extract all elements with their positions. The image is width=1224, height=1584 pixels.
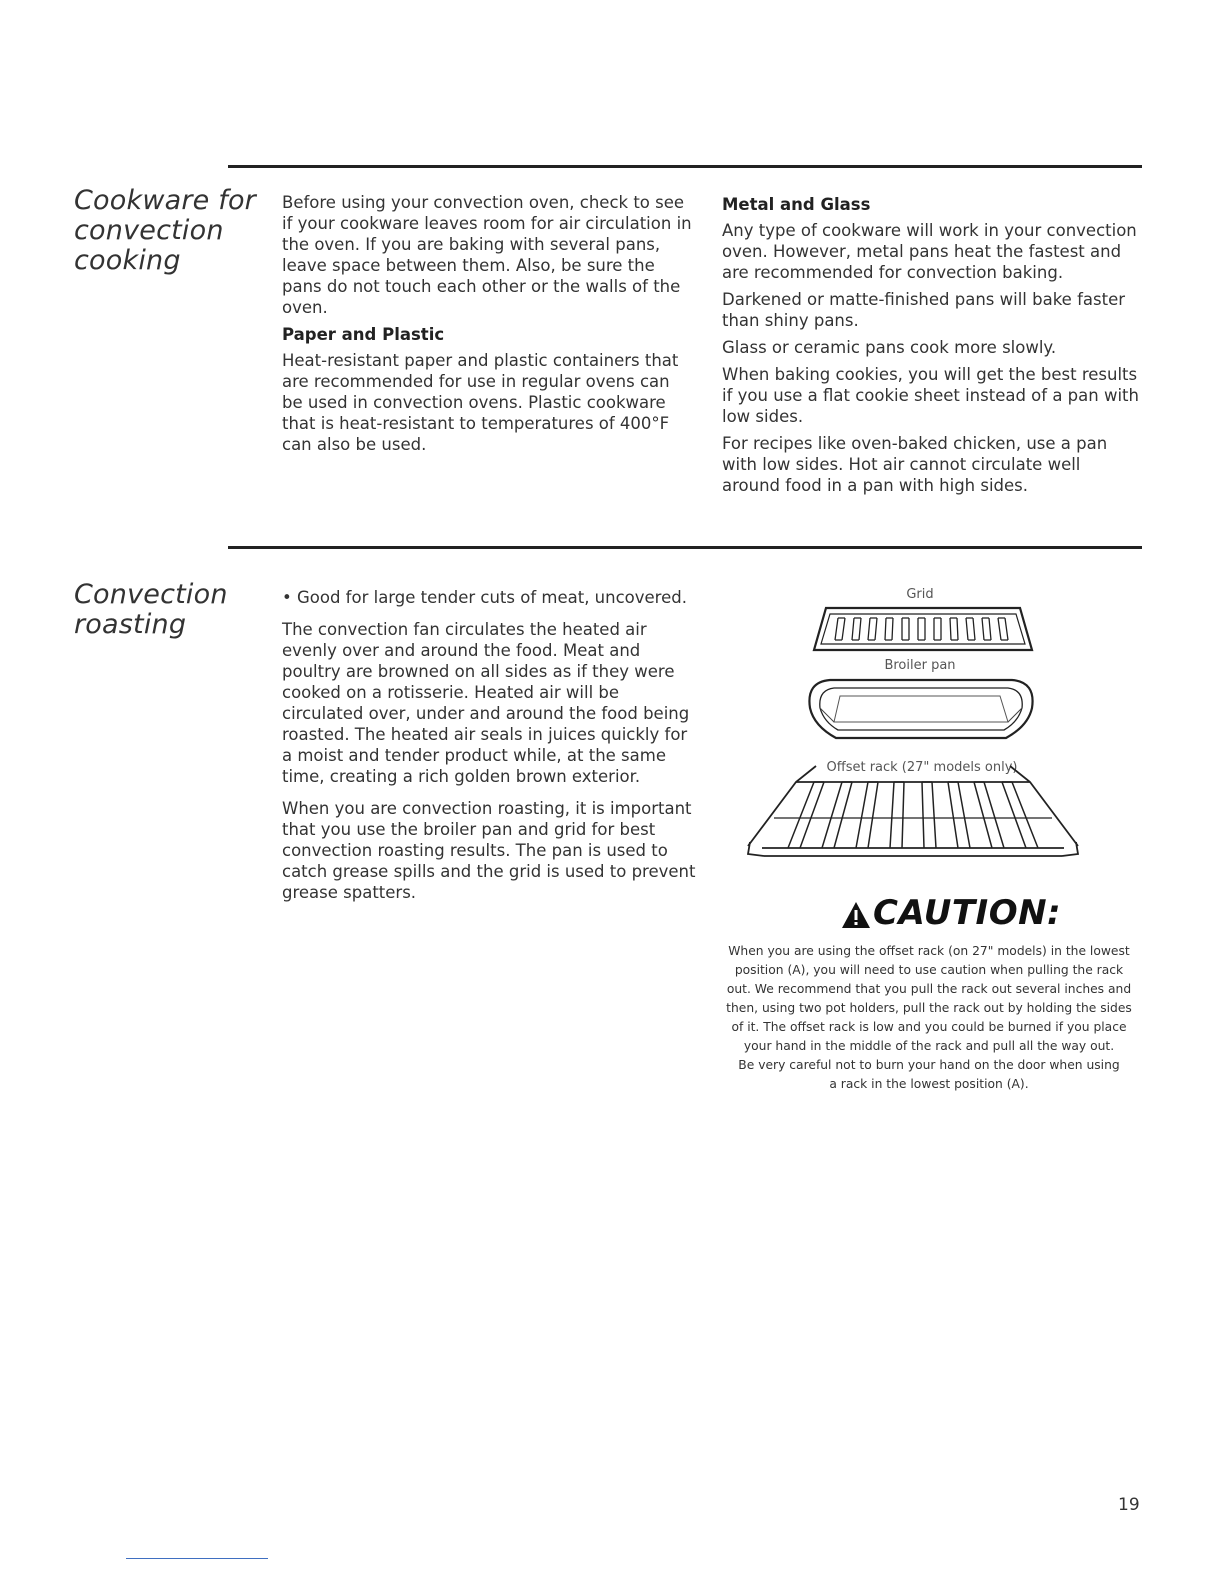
caution-line: of it. The offset rack is low and you could be burned if you place (731, 1020, 1127, 1034)
title-line: convection (74, 215, 224, 246)
broiler-pan-label: Broiler pan (884, 658, 956, 673)
title-line: Convection (74, 579, 228, 610)
metal-glass-paragraph: Glass or ceramic pans cook more slowly. (722, 338, 1057, 357)
caution-line: Be very careful not to burn your hand on the door when using (738, 1058, 1120, 1072)
metal-glass-paragraph: For recipes like oven-baked chicken, use a pan with low sides. Hot air cannot circulate well around food in a pan with high sides. (722, 434, 1108, 495)
grid-label: Grid (906, 587, 934, 602)
caution-line: a rack in the lowest position (A). (829, 1077, 1029, 1091)
cookware-left-column (282, 192, 692, 461)
paper-plastic-text: Heat-resistant paper and plastic containers that are recommended for use in regular ovens can be used in convection ovens. Plastic cookware that is heat-resistant to temperatures of 400°F can also be used. (282, 351, 679, 454)
section-title-roasting (74, 580, 228, 640)
offset-rack-illustration (744, 762, 1082, 862)
caution-line: then, using two pot holders, pull the rack out by holding the sides (726, 1001, 1132, 1015)
caution-line: position (A), you will need to use caution when pulling the rack (734, 963, 1124, 977)
section-divider (228, 165, 1142, 168)
section-divider (228, 546, 1142, 549)
metal-glass-paragraph: Any type of cookware will work in your convection oven. However, metal pans heat the fastest and are recommended for convection baking. (722, 221, 1137, 282)
cookware-intro: Before using your convection oven, check to see if your cookware leaves room for air circulation in the oven. If you are baking with several pans, leave space between them. Also, be sure the pans do not touch each other or the walls of the oven. (282, 193, 692, 317)
roasting-paragraph: When you are convection roasting, it is important that you use the broiler pan and grid for best convection roasting results. The pan is used to catch grease spills and the grid is used to prevent grease spatters. (282, 799, 696, 902)
caution-line: When you are using the offset rack (on 27" models) in the lowest (728, 944, 1130, 958)
section-title-cookware (74, 186, 256, 276)
title-line: roasting (74, 609, 187, 640)
metal-glass-paragraph: Darkened or matte-finished pans will bake faster than shiny pans. (722, 290, 1126, 330)
warning-triangle-icon (840, 900, 872, 930)
metal-glass-paragraph: When baking cookies, you will get the best results if you use a flat cookie sheet instead of a pan with low sides. (722, 365, 1139, 426)
roasting-paragraph: The convection fan circulates the heated air evenly over and around the food. Meat and poultry are browned on all sides as if they were cooked on a rotisserie. Heated air will be circulated over, under and around the food being roasted. The heated air seals in juices quickly for a moist and tender product while, at the same time, creating a rich golden brown exterior. (282, 620, 690, 786)
footer-line (126, 1558, 268, 1559)
title-line: Cookware for (74, 185, 256, 216)
grid-illustration (812, 604, 1034, 656)
caution-text (716, 942, 1142, 1094)
metal-glass-heading: Metal and Glass (722, 195, 871, 214)
caution-line: your hand in the middle of the rack and pull all the way out. (743, 1039, 1115, 1053)
title-line: cooking (74, 245, 181, 276)
paper-plastic-heading: Paper and Plastic (282, 325, 445, 344)
caution-line: out. We recommend that you pull the rack out several inches and (726, 982, 1132, 996)
caution-title: CAUTION: (873, 893, 1062, 933)
offset-rack-label: Offset rack (27" models only) (826, 760, 1018, 775)
roasting-column (282, 587, 700, 909)
page-number: 19 (1118, 1495, 1140, 1515)
broiler-pan-illustration (800, 676, 1042, 746)
cookware-right-column (722, 192, 1140, 502)
roasting-bullet: • Good for large tender cuts of meat, uncovered. (282, 588, 687, 607)
